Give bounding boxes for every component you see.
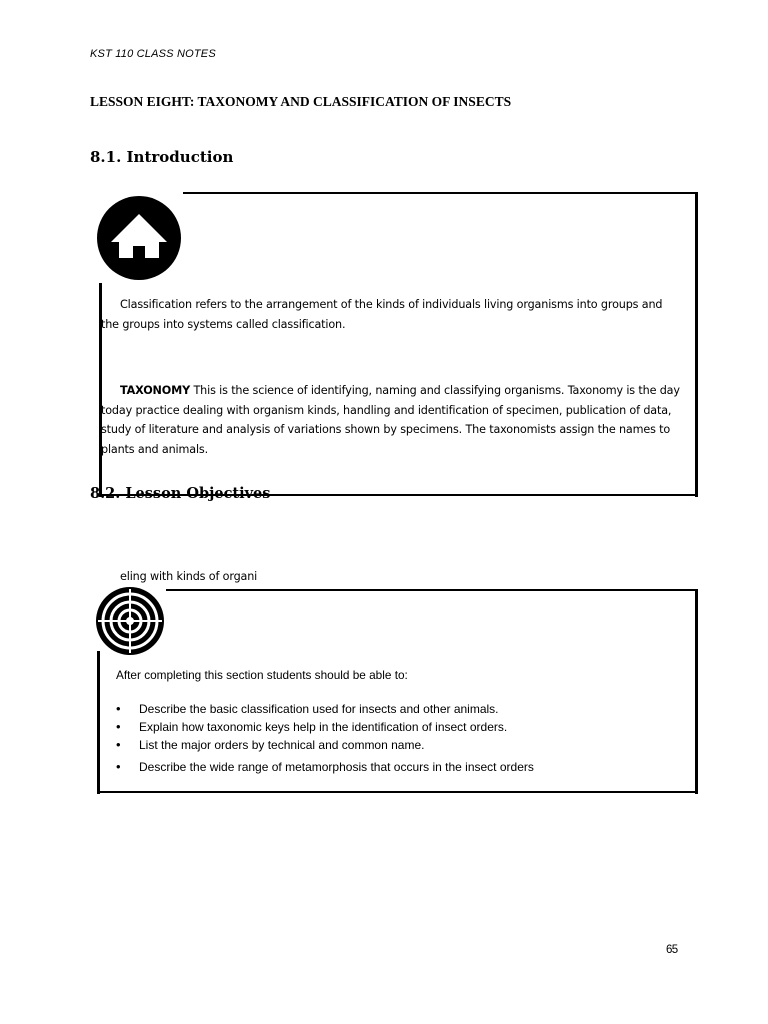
classification-line-2: the groups into systems called classification. bbox=[101, 318, 346, 331]
taxonomy-line-2: today practice dealing with organism kinds, handling and identification of specimen, publication of data, bbox=[101, 404, 672, 417]
running-header: KST 110 CLASS NOTES bbox=[90, 48, 216, 60]
taxonomy-term: TAXONOMY bbox=[120, 384, 191, 397]
objectives-box-left-border bbox=[97, 651, 100, 794]
lesson-title: LESSON EIGHT: TAXONOMY AND CLASSIFICATION OF INSECTS bbox=[90, 94, 512, 109]
introduction-heading: 8.1. Introduction bbox=[90, 148, 234, 166]
objectives-heading: 8.2. Lesson Objectives bbox=[90, 485, 271, 502]
taxonomy-line-1 bbox=[120, 381, 680, 401]
page-number: 65 bbox=[666, 944, 678, 956]
list-item: • Describe the basic classification used for insects and other animals. bbox=[116, 700, 534, 718]
target-icon bbox=[96, 587, 164, 655]
objectives-list bbox=[116, 700, 534, 776]
list-item: • Explain how taxonomic keys help in the identification of insect orders. bbox=[116, 718, 534, 736]
list-item: • List the major orders by technical and common name. bbox=[116, 736, 534, 754]
list-item: • Describe the wide range of metamorphosis that occurs in the insect orders bbox=[116, 758, 534, 776]
classification-line-1: Classification refers to the arrangement of the kinds of individuals living organisms into groups and bbox=[120, 298, 663, 311]
taxonomy-line-3: study of literature and analysis of variations shown by specimens. The taxonomists assign the names to bbox=[101, 423, 671, 436]
cropped-text-fragment: eling with kinds of organi bbox=[120, 570, 258, 583]
home-icon bbox=[97, 196, 181, 280]
intro-box-right-border bbox=[695, 192, 698, 497]
objectives-box-bottom-border bbox=[97, 791, 698, 793]
intro-box-top-border bbox=[183, 192, 698, 194]
objectives-box-top-border bbox=[166, 589, 698, 591]
objectives-box-right-border bbox=[695, 589, 698, 794]
objectives-intro: After completing this section students should be able to: bbox=[116, 668, 408, 682]
taxonomy-line-1-text: This is the science of identifying, naming and classifying organisms. Taxonomy is the day bbox=[190, 384, 680, 397]
taxonomy-line-4: plants and animals. bbox=[101, 443, 208, 456]
